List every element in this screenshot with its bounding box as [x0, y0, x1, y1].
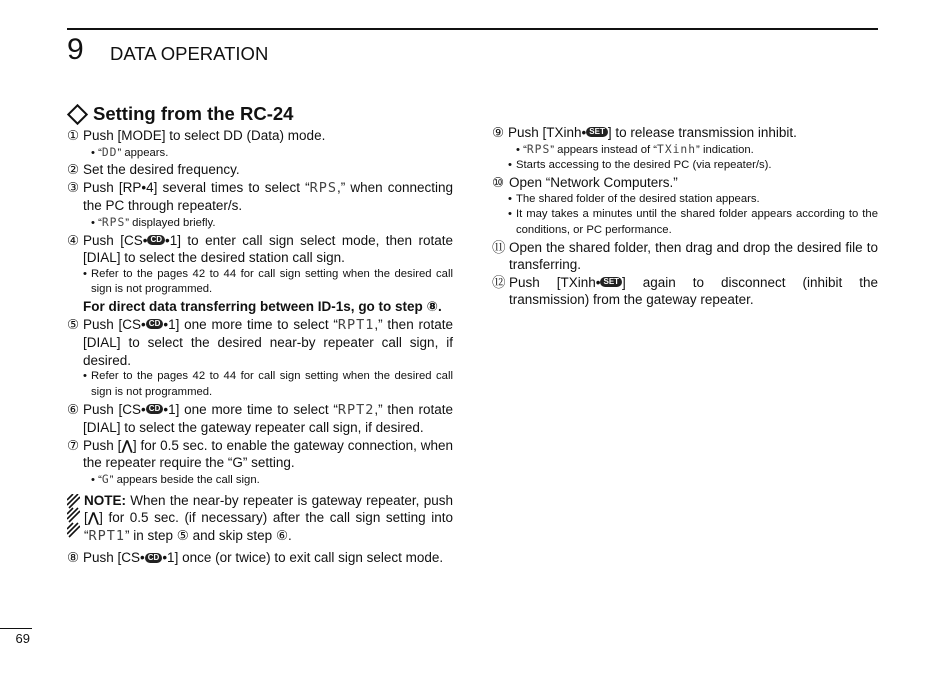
step-number: ⑤ [67, 316, 80, 332]
step-text: ] to release transmission inhibit. [607, 125, 797, 140]
step-number: ⑧ [67, 550, 80, 566]
step-number: ⑥ [67, 401, 80, 417]
lcd-text: RPS [309, 179, 337, 196]
note-label: NOTE: [84, 492, 126, 508]
bullet-dot: • [83, 370, 87, 383]
step-text: Push [CS• [83, 316, 146, 332]
cd-key-icon: CD [145, 553, 163, 563]
step-text: Push [CS• [83, 550, 145, 566]
step-text: Push [CS• [83, 401, 146, 417]
step-7 [67, 437, 453, 472]
step-text: ] for 0.5 sec. to enable the gateway connection, when the repeater require the “G” setting. [83, 437, 453, 471]
step-number: ② [67, 162, 80, 178]
diamond-icon [67, 103, 88, 124]
lcd-text: RPT2 [337, 401, 375, 418]
step-text: ] again to disconnect (inhibit the transmission) from the gateway repeater. [509, 274, 878, 308]
bullet-dot: • [508, 208, 512, 221]
bullet-dot: • [83, 267, 87, 280]
step-11 [492, 239, 878, 274]
note-text: When the near-by repeater is gateway repeater, push [ [84, 492, 453, 526]
step-10-bullet-2 [492, 207, 878, 239]
bullet-text: ” indication. [696, 143, 754, 156]
step-text: Push [MODE] to select DD (Data) mode. [83, 128, 326, 143]
bullet-text: ” appears. [117, 146, 169, 159]
left-column [67, 104, 453, 567]
step-4-bullet [67, 267, 453, 299]
step-9 [492, 124, 878, 142]
bullet-text: Starts accessing to the desired PC (via repeater/s). [516, 159, 772, 172]
step-9-bullet-1 [492, 142, 878, 159]
set-key-icon: SET [586, 127, 608, 137]
bullet-dot: • [508, 159, 512, 172]
step-text: Set the desired frequency. [83, 162, 240, 178]
bullet-text: Refer to the pages 42 to 44 for call sign setting when the desired call sign is not programmed. [91, 370, 453, 398]
step-number: ⑨ [492, 125, 505, 140]
bullet-text: Refer to the pages 42 to 44 for call sign setting when the desired call sign is not programmed. [91, 267, 453, 296]
step-text: •1] once (or twice) to exit call sign select mode. [162, 550, 444, 566]
note-text: ” in step ⑤ and skip step ⑥. [125, 527, 292, 543]
step-4 [67, 232, 453, 267]
section-title: Setting from the RC-24 [93, 103, 294, 124]
step-text: Push [RP•4] several times to select “ [83, 179, 310, 195]
step-5 [67, 316, 453, 370]
page-number [0, 628, 32, 646]
step-2 [67, 161, 453, 179]
cd-key-icon: CD [146, 319, 164, 329]
step-4-bold-note: For direct data transferring between ID-1s, go to step ⑧. [83, 299, 442, 315]
step-text: Push [ [83, 437, 122, 453]
step-text: •1] one more time to select “ [163, 401, 338, 417]
step-text: Push [TXinh• [508, 125, 587, 140]
step-text: Open the shared folder, then drag and drop the desired file to transferring. [509, 239, 878, 273]
section-heading [67, 104, 453, 124]
bullet-dot: • [508, 192, 512, 205]
bullet-text: The shared folder of the desired station appears. [516, 192, 760, 205]
lcd-text: RPS [526, 142, 551, 156]
step-text: Push [TXinh• [509, 274, 601, 290]
step-text: •1] one more time to select “ [163, 316, 338, 332]
up-arrow-icon: ⋀ [121, 437, 133, 453]
lcd-text: RPT1 [88, 527, 126, 544]
step-text: ,” then rotate [DIAL] to select the desired near-by repeater call sign, if desired. [83, 316, 454, 368]
chapter-title: DATA OPERATION [110, 43, 269, 64]
step-number: ⑦ [67, 437, 80, 453]
step-10-bullet-1 [492, 192, 878, 208]
header-rule [67, 28, 878, 30]
lcd-text: RPT1 [337, 316, 375, 333]
bullet-text: ” appears beside the call sign. [109, 473, 260, 486]
step-text: Push [CS• [83, 232, 148, 248]
step-number: ④ [67, 232, 80, 248]
note-box [67, 492, 453, 546]
step-3-bullet [67, 215, 453, 232]
cd-key-icon: CD [147, 235, 165, 245]
step-9-bullet-2 [492, 158, 878, 174]
step-3 [67, 179, 453, 215]
set-key-icon: SET [600, 277, 622, 287]
bullet-text: ” appears instead of “ [550, 143, 658, 156]
step-number: ① [67, 128, 80, 143]
bullet-text: ” displayed briefly. [125, 216, 216, 229]
bullet-text: • “ [91, 216, 102, 229]
note-text: ] for 0.5 sec. (if necessary) after the call sign setting into “ [84, 510, 453, 543]
step-1 [67, 127, 453, 145]
step-text: ,” then rotate [DIAL] to select the gateway repeater call sign, if desired. [83, 401, 454, 436]
bullet-text: It may takes a minutes until the shared folder appears according to the conditions, or PC performance. [516, 208, 878, 237]
step-8 [67, 549, 453, 567]
bullet-text: • “ [91, 473, 102, 486]
step-10 [492, 174, 878, 192]
step-number: ⑫ [492, 274, 506, 290]
lcd-text: DD [101, 145, 118, 159]
step-text: Open “Network Computers.” [509, 175, 678, 191]
step-5-bullet [67, 369, 453, 401]
step-7-bullet [67, 472, 453, 489]
page-number-text: 69 [15, 631, 30, 646]
bullet-text: • “ [91, 146, 102, 159]
cd-key-icon: CD [146, 404, 164, 414]
step-12 [492, 274, 878, 309]
step-text: •1] to enter call sign select mode, then rotate [DIAL] to select the desired station call sign. [83, 232, 453, 266]
lcd-text: G [101, 472, 110, 486]
bullet-text: • “ [516, 143, 527, 156]
lcd-text: RPS [101, 215, 126, 229]
step-text: ,” when connecting the PC through repeater/s. [83, 179, 453, 214]
step-number: ⑪ [492, 239, 506, 255]
step-1-bullet [67, 145, 453, 162]
step-6 [67, 401, 453, 437]
note-hatch-icon [67, 494, 80, 542]
up-arrow-icon: ⋀ [87, 510, 100, 526]
lcd-text: TXinh [657, 142, 697, 156]
step-number: ⑩ [492, 175, 505, 191]
chapter-number: 9 [67, 33, 84, 66]
right-column [492, 124, 878, 309]
step-number: ③ [67, 179, 80, 195]
